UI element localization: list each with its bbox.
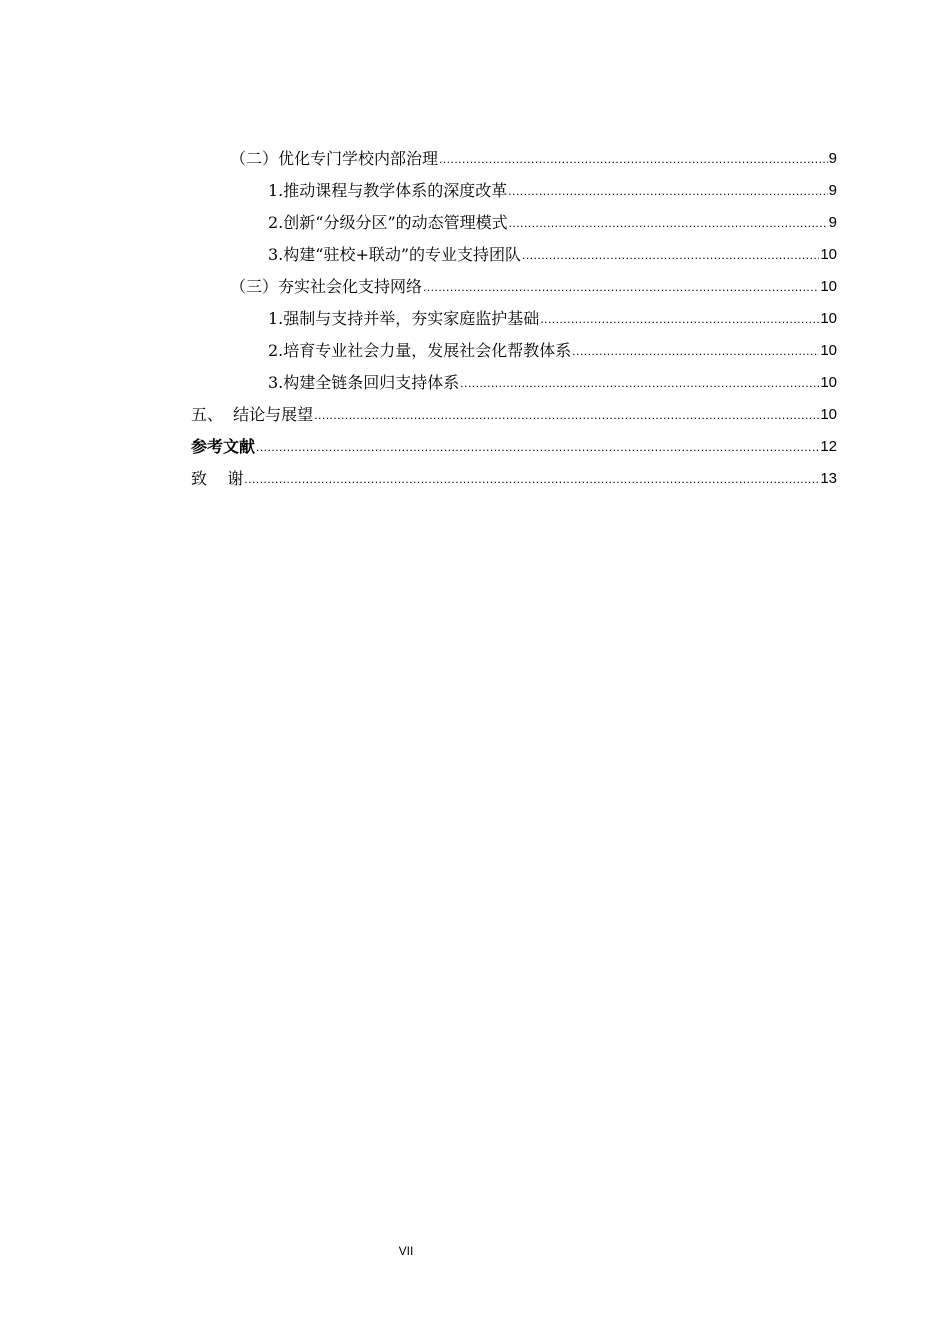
toc-entry-title: 1.推动课程与教学体系的深度改革 <box>268 181 508 200</box>
toc-page-number: 10 <box>820 278 837 295</box>
toc-dot-leader <box>439 151 828 167</box>
toc-entry-title: 2.培育专业社会力量，发展社会化帮教体系 <box>268 341 572 360</box>
toc-entry-2-1[interactable] <box>268 169 837 201</box>
toc-entry-title: 2.创新“分级分区”的动态管理模式 <box>268 213 508 232</box>
toc-entry-title: 五、 结论与展望 <box>191 405 314 424</box>
toc-page-number: 10 <box>820 374 837 391</box>
toc-entry-section-3[interactable] <box>230 265 837 297</box>
toc-dot-leader <box>460 375 819 391</box>
toc-dot-leader <box>423 279 819 295</box>
toc-dot-leader <box>244 471 819 487</box>
toc-entry-title: 致 谢 <box>191 469 244 488</box>
toc-page-number: 10 <box>820 310 837 327</box>
toc-entry-2-3[interactable] <box>268 233 837 265</box>
toc-dot-leader <box>256 439 819 455</box>
toc-dot-leader <box>522 247 819 263</box>
page-number: VII <box>398 1244 414 1258</box>
toc-entry-chapter-5[interactable] <box>191 393 837 425</box>
toc-entry-3-1[interactable] <box>268 297 837 329</box>
toc-entry-title: 3.构建全链条回归支持体系 <box>268 373 460 392</box>
toc-dot-leader <box>540 311 819 327</box>
toc-dot-leader <box>509 215 828 231</box>
toc-entry-3-3[interactable] <box>268 361 837 393</box>
toc-page-number: 9 <box>828 182 837 199</box>
toc-entry-title: 1.强制与支持并举，夯实家庭监护基础 <box>268 309 540 328</box>
toc-page-number: 10 <box>820 246 837 263</box>
toc-page-number: 13 <box>820 470 837 487</box>
toc-dot-leader <box>314 407 819 423</box>
toc-page-number: 10 <box>820 342 837 359</box>
toc-page-number: 9 <box>828 214 837 231</box>
toc-page-number: 10 <box>820 406 837 423</box>
toc-page-number: 12 <box>820 438 837 455</box>
toc-entry-2-2[interactable] <box>268 201 837 233</box>
toc-entry-section-2[interactable] <box>230 137 837 169</box>
toc-entry-references[interactable] <box>191 425 837 457</box>
toc-entry-title: （二）优化专门学校内部治理 <box>230 149 439 168</box>
toc-dot-leader <box>572 343 819 359</box>
toc-entry-3-2[interactable] <box>268 329 837 361</box>
toc-entry-title: 参考文献 <box>191 437 256 456</box>
toc-entry-title: 3.构建“驻校+联动”的专业支持团队 <box>268 245 522 264</box>
toc-page-number: 9 <box>828 150 837 167</box>
toc-entry-title: （三）夯实社会化支持网络 <box>230 277 423 296</box>
toc-entry-acknowledgements[interactable] <box>191 457 837 489</box>
page-footer <box>0 1244 812 1258</box>
toc-dot-leader <box>508 183 827 199</box>
